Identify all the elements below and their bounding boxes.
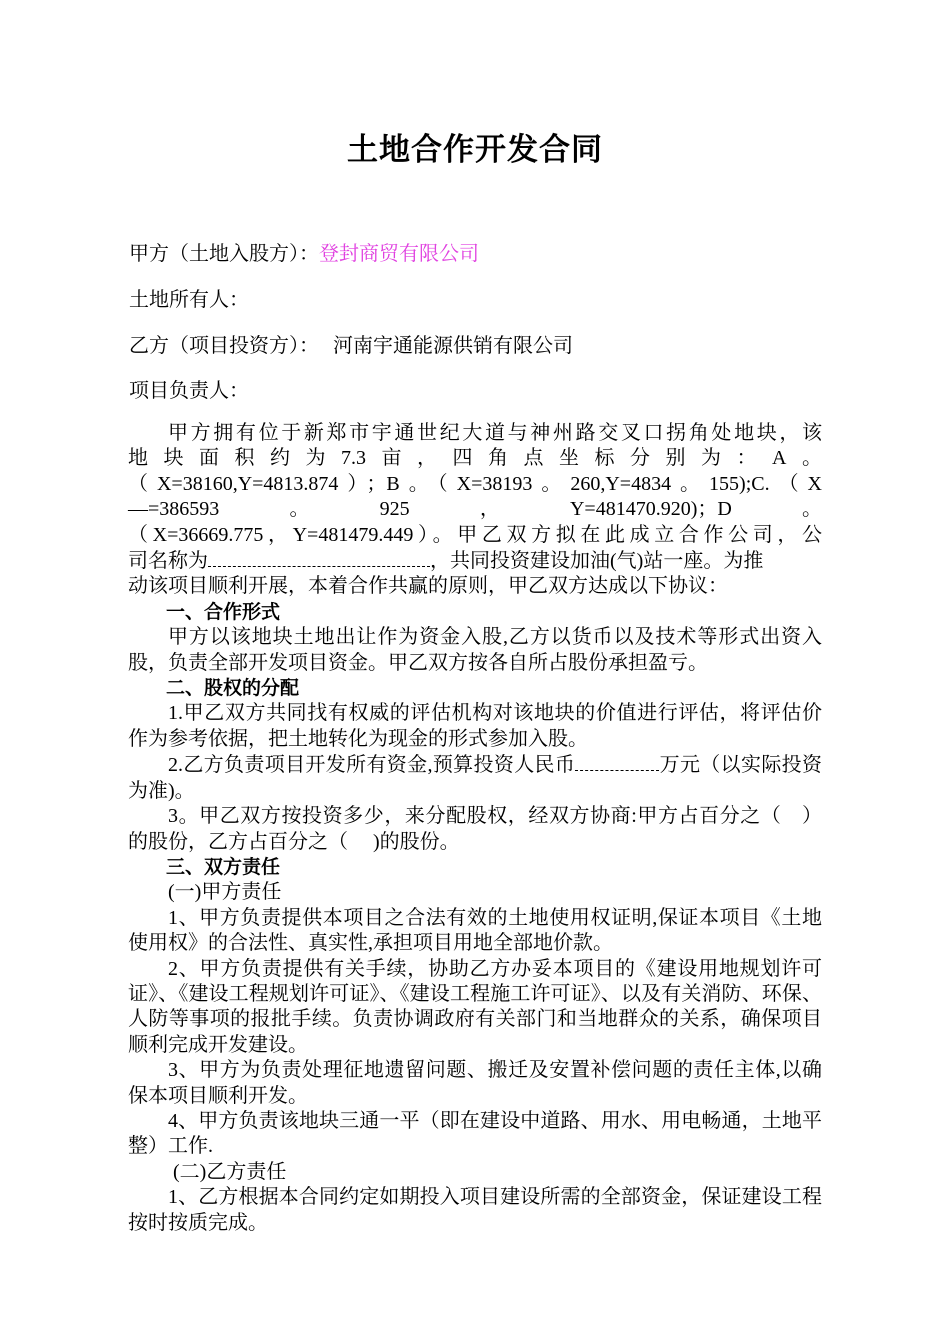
intro-line-6a: 司名称为 — [128, 550, 208, 573]
party-a-value: 登封商贸有限公司 — [319, 243, 479, 265]
section-3-a-3: 3、甲方为负责处理征地遗留问题、搬迁及安置补偿问题的责任主体,以确保本项目顺利开发。 — [128, 1059, 822, 1107]
intro-line-7: 动该项目顺利开展，本着合作共赢的原则，甲乙双方达成以下协议： — [128, 575, 728, 598]
investment-amount-blank — [575, 752, 659, 771]
section-1-text: 甲方以该地块土地出让作为资金入股,乙方以货币以及技术等形式出资入股，负责全部开发项目资金。甲乙双方按各自所占股份承担盈亏。 — [128, 626, 822, 674]
document-title: 土地合作开发合同 — [347, 132, 603, 168]
party-a-label: 甲方（土地入股方）： — [129, 243, 319, 265]
section-2-item-2 — [128, 752, 822, 804]
section-3-a-2: 2、甲方负责提供有关手续，协助乙方办妥本项目的《建设用地规划许可证》、《建设工程规划许可证》、《建设工程施工许可证》、以及有关消防、环保、人防等事项的报批手续。负责协调政府有关部门和当地群众的关系，确保项目顺利完成开发建设。 — [128, 957, 822, 1056]
section-1-heading: 一、合作形式 — [166, 600, 281, 623]
intro-line-3: （X=38160,Y=4813.874）；B。（X=38193。260,Y=4834。155);C.（X — [128, 472, 822, 495]
section-3-a-1: 1、甲方负责提供本项目之合法有效的土地使用权证明,保证本项目《土地使用权》的合法性、真实性,承担项目用地全部地价款。 — [128, 906, 822, 955]
party-a-line — [129, 240, 479, 268]
section-2-heading: 二、股权的分配 — [166, 677, 300, 700]
party-b-value: 河南宇通能源供销有限公司 — [333, 335, 573, 357]
project-lead-line — [129, 377, 249, 405]
section-2-item-1: 1.甲乙双方共同找有权威的评估机构对该地块的价值进行评估，将评估价作为参考依据，把土地转化为现金的形式参加入股。 — [128, 702, 822, 750]
land-owner-line — [129, 286, 249, 314]
section-2-item-3: 3。甲乙双方按投资多少，来分配股权，经双方协商:甲方占百分之（ ）的股份，乙方占百分之（ )的股份。 — [128, 805, 822, 853]
section-3-a-4: 4、甲方负责该地块三通一平（即在建设中道路、用水、用电畅通，土地平整）工作. — [128, 1109, 822, 1158]
intro-line-4: —=386593。925，Y=481470.920)；D。 — [128, 498, 822, 521]
party-b-line — [129, 332, 573, 360]
intro-line-1: 甲方拥有位于新郑市宇通世纪大道与神州路交叉口拐角处地块，该 — [168, 422, 822, 444]
intro-line-6b: ，共同投资建设加油(气)站一座。为推 — [430, 550, 764, 573]
intro-line-2: 地块面积约为7.3亩，四角点坐标分别为：A。 — [128, 447, 822, 470]
section-2-item-2a: 2.乙方负责项目开发所有资金,预算投资人民币 — [168, 754, 576, 777]
company-name-blank — [208, 548, 430, 567]
section-3-sub-b: (二)乙方责任 — [173, 1160, 287, 1183]
party-b-label: 乙方（项目投资方）： — [129, 335, 319, 357]
section-3-sub-a: (一)甲方责任 — [168, 881, 282, 904]
contract-body — [128, 421, 822, 1236]
section-3-heading: 三、双方责任 — [166, 855, 281, 878]
section-2-item-2b: 万元（以实际投资为准)。 — [128, 754, 823, 802]
land-owner-label: 土地所有人： — [129, 289, 249, 311]
project-lead-label: 项目负责人： — [129, 380, 249, 402]
section-3-b-1: 1、乙方根据本合同约定如期投入项目建设所需的全部资金，保证建设工程按时按质完成。 — [128, 1186, 822, 1234]
intro-line-6 — [128, 548, 822, 574]
intro-line-5: （X=36669.775，Y=481479.449）。甲乙双方拟在此成立合作公司，公 — [128, 523, 822, 546]
